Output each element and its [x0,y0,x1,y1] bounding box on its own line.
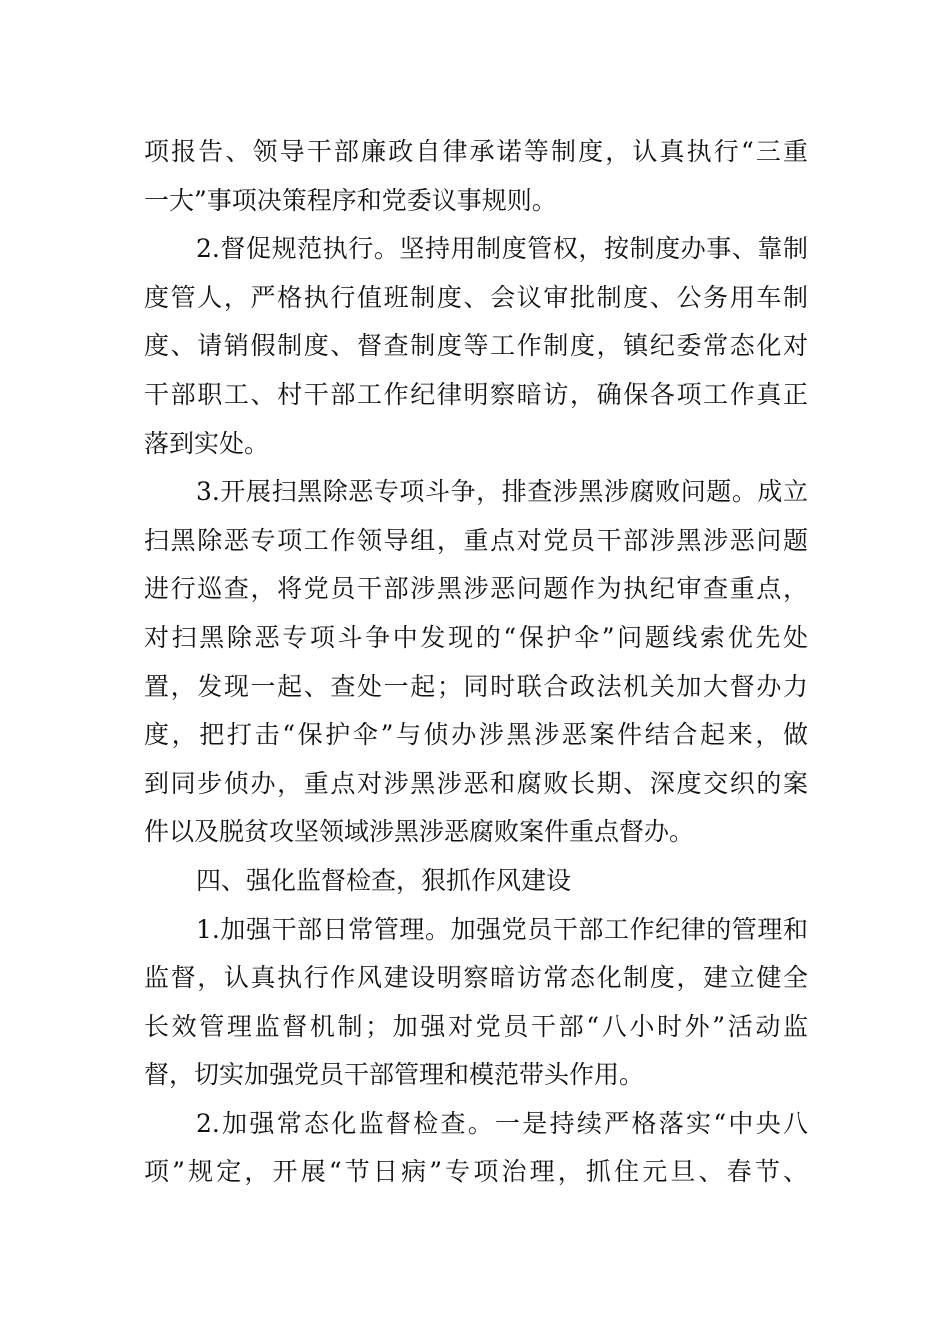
text-line: 度、请销假制度、督查制度等工作制度，镇纪委常态化对 [144,331,808,361]
text-line: 1.加强干部日常管理。加强党员干部工作纪律的管理和 [196,914,808,944]
text-line: 对扫黑除恶专项斗争中发现的“保护伞”问题线索优先处 [144,622,808,652]
text-line: 件以及脱贫攻坚领域涉黑涉恶腐败案件重点督办。 [144,817,695,847]
text-line: 扫黑除恶专项工作领导组，重点对党员干部涉黑涉恶问题 [144,525,808,555]
text-line: 长效管理监督机制；加强对党员干部“八小时外”活动监 [144,1011,808,1041]
body-text [144,128,808,1197]
text-line: 到同步侦办，重点对涉黑涉恶和腐败长期、深度交织的案 [144,768,808,798]
text-line: 四、强化监督检查，狠抓作风建设 [196,865,572,895]
text-line: 干部职工、村干部工作纪律明察暗访，确保各项工作真正 [144,379,808,409]
text-line: 项”规定，开展“节日病”专项治理，抓住元旦、春节、 [144,1157,808,1187]
text-line: 督，切实加强党员干部管理和模范带头作用。 [144,1060,645,1090]
text-line: 度，把打击“保护伞”与侦办涉黑涉恶案件结合起来，做 [144,720,808,750]
text-line: 2.督促规范执行。坚持用制度管权，按制度办事、靠制 [196,234,808,264]
text-line: 一大”事项决策程序和党委议事规则。 [144,185,557,215]
text-line: 3.开展扫黑除恶专项斗争，排查涉黑涉腐败问题。成立 [196,477,808,507]
text-line: 项报告、领导干部廉政自律承诺等制度，认真执行“三重 [144,137,808,166]
text-line: 监督，认真执行作风建设明察暗访常态化制度，建立健全 [144,963,808,993]
text-line: 落到实处。 [144,428,270,458]
text-line: 2.加强常态化监督检查。一是持续严格落实“中央八 [196,1108,808,1138]
text-line: 置，发现一起、查处一起；同时联合政法机关加大督办力 [144,671,808,701]
text-line: 度管人，严格执行值班制度、会议审批制度、公务用车制 [144,282,808,312]
text-line: 进行巡查，将党员干部涉黑涉恶问题作为执纪审查重点， [144,574,808,604]
